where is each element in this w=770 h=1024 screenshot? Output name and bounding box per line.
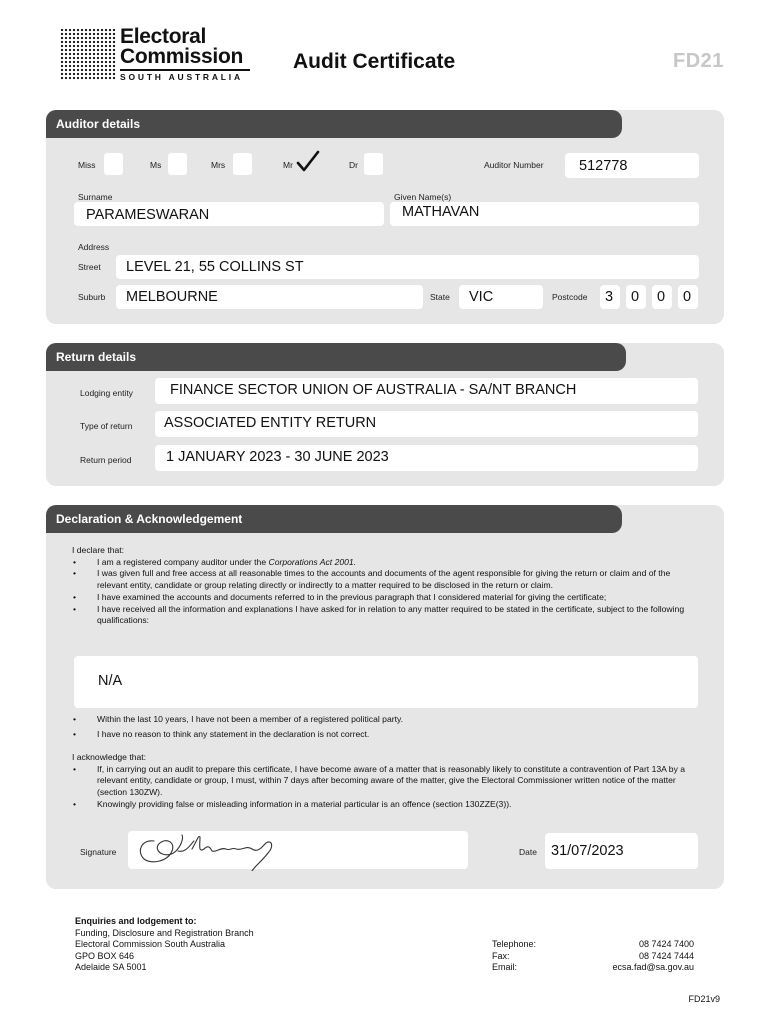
declaration-item-political-party: • Within the last 10 years, I have not been a member of a registered political party. — [72, 714, 692, 726]
postal-city: Adelaide SA 5001 — [75, 962, 147, 972]
title-checkbox-mrs[interactable] — [233, 153, 252, 175]
enquiries-heading: Enquiries and lodgement to: — [75, 916, 197, 926]
contact-labels — [492, 939, 572, 974]
fax-value: 08 7424 7444 — [638, 950, 694, 961]
postcode-digit-4-value: 0 — [683, 289, 692, 305]
auditor-details-heading: Auditor details — [46, 110, 622, 138]
declaration-item-registered-auditor — [72, 557, 692, 569]
logo-text-commission: Commission — [120, 45, 244, 68]
declaration-item-access: • I was given full and free access at all reasonable times to the accounts and documents of the agent responsible for giving the return or claim and of the relevant entity, candidate or group relating directly or indirectly to a matter required to be disclosed in the return or claim. — [72, 568, 692, 591]
address-label: Address — [78, 242, 110, 252]
state-value: VIC — [469, 289, 494, 305]
telephone-value: 08 7424 7400 — [638, 939, 694, 949]
signature-label: Signature — [80, 847, 117, 857]
given-names-label: Given Name(s) — [394, 192, 452, 202]
auditor-number-field[interactable] — [565, 153, 699, 178]
declaration-item-examined: • I have examined the accounts and documents referred to in the previous paragraph that I considered material for giving the certificate; — [72, 592, 692, 604]
email-label: Email: — [492, 962, 518, 972]
acknowledgement-intro: I acknowledge that: — [72, 752, 147, 762]
given-names-field[interactable] — [390, 202, 699, 226]
postcode-digit-1-value: 3 — [605, 289, 614, 305]
declaration-statements — [72, 545, 692, 627]
branch-name: Funding, Disclosure and Registration Branch — [75, 927, 254, 938]
title-label-mr: Mr — [283, 160, 293, 170]
return-period-label: Return period — [80, 455, 132, 465]
checkmark-icon — [295, 149, 321, 175]
given-names-value: MATHAVAN — [402, 204, 480, 220]
logo-dot-grid-icon — [60, 28, 116, 80]
title-label-mrs: Mrs — [211, 160, 226, 170]
street-label: Street — [78, 262, 101, 272]
acknowledgement-item-contravention: • If, in carrying out an audit to prepare this certificate, I have become aware of a matter that is reasonably likely to constitute a contravention of Part 13A by a relevant entity, candidate or group, I must, within 7 days after becoming aware of the matter, give the Electoral Commissioner written notice of the matter (section 130ZW). — [72, 764, 692, 799]
auditor-number-label: Auditor Number — [484, 160, 544, 170]
qualifications-value: N/A — [98, 673, 123, 689]
fax-label: Fax: — [492, 950, 510, 961]
state-field[interactable] — [459, 285, 543, 309]
street-value: LEVEL 21, 55 COLLINS ST — [126, 259, 304, 275]
type-of-return-field[interactable] — [155, 411, 698, 437]
suburb-label: Suburb — [78, 292, 106, 302]
return-period-value: 1 JANUARY 2023 - 30 JUNE 2023 — [166, 449, 389, 465]
date-value: 31/07/2023 — [551, 843, 624, 859]
title-checkbox-ms[interactable] — [168, 153, 187, 175]
commission-name: Electoral Commission South Australia — [75, 939, 226, 949]
declaration-statements-2 — [72, 714, 692, 740]
postal-box: GPO BOX 646 — [75, 950, 135, 961]
title-checkbox-mr[interactable] — [297, 153, 316, 175]
suburb-field[interactable] — [116, 285, 423, 309]
suburb-value: MELBOURNE — [126, 289, 218, 305]
ecsa-logo — [60, 26, 260, 84]
type-of-return-value: ASSOCIATED ENTITY RETURN — [164, 415, 377, 431]
declaration-item-information: • I have received all the information and explanations I have asked for in relation to any matter required to be stated in the certificate, subject to the following qualifications: — [72, 604, 692, 627]
title-checkbox-dr[interactable] — [364, 153, 383, 175]
logo-rule — [120, 69, 250, 71]
contact-values — [580, 939, 694, 974]
auditor-number-value: 512778 — [579, 158, 628, 174]
postcode-digit-1[interactable] — [600, 285, 620, 309]
postcode-digit-2-value: 0 — [631, 289, 640, 305]
form-version: FD21v9 — [688, 994, 720, 1004]
postcode-digit-3-value: 0 — [657, 289, 666, 305]
declaration-item-no-reason: • I have no reason to think any statement in the declaration is not correct. — [72, 729, 692, 741]
logo-text-electoral: Electoral — [120, 25, 207, 48]
title-label-ms: Ms — [150, 160, 162, 170]
surname-value: PARAMESWARAN — [86, 207, 210, 223]
handwritten-signature — [134, 831, 294, 871]
page-title: Audit Certificate — [293, 50, 456, 73]
postcode-digit-2[interactable] — [626, 285, 646, 309]
lodging-entity-value: FINANCE SECTOR UNION OF AUSTRALIA - SA/NT BRANCH — [170, 382, 577, 398]
telephone-label: Telephone: — [492, 939, 537, 949]
qualifications-field[interactable] — [74, 656, 698, 708]
surname-field[interactable] — [74, 202, 384, 226]
acknowledgement-item-offence: • Knowingly providing false or misleading information in a material particular is an offence (section 130ZZE(3)). — [72, 799, 692, 811]
lodging-entity-field[interactable] — [155, 378, 698, 404]
postcode-digit-4[interactable] — [678, 285, 698, 309]
state-label: State — [430, 292, 450, 302]
email-link[interactable]: ecsa.fad@sa.gov.au — [612, 962, 694, 972]
title-checkbox-miss[interactable] — [104, 153, 123, 175]
form-code: FD21 — [673, 50, 724, 72]
return-period-field[interactable] — [155, 445, 698, 471]
declaration-intro: I declare that: — [72, 545, 125, 555]
date-label: Date — [519, 847, 537, 857]
surname-label: Surname — [78, 192, 113, 202]
acknowledgement-statements — [72, 752, 692, 811]
declaration-heading: Declaration & Acknowledgement — [46, 505, 622, 533]
declaration-item-1-text: I am a registered company auditor under the — [97, 556, 269, 567]
logo-text-south-australia: SOUTH AUSTRALIA — [120, 72, 243, 82]
street-field[interactable] — [116, 255, 699, 279]
postcode-label: Postcode — [552, 292, 588, 302]
lodging-entity-label: Lodging entity — [80, 388, 133, 398]
signature-field[interactable] — [128, 831, 468, 869]
title-label-miss: Miss — [78, 160, 96, 170]
date-field[interactable] — [545, 833, 698, 869]
postcode-digit-3[interactable] — [652, 285, 672, 309]
type-of-return-label: Type of return — [80, 421, 133, 431]
return-details-heading: Return details — [46, 343, 626, 371]
corporations-act-reference: Corporations Act 2001. — [268, 556, 357, 567]
enquiries-block — [75, 916, 335, 974]
title-label-dr: Dr — [349, 160, 358, 170]
